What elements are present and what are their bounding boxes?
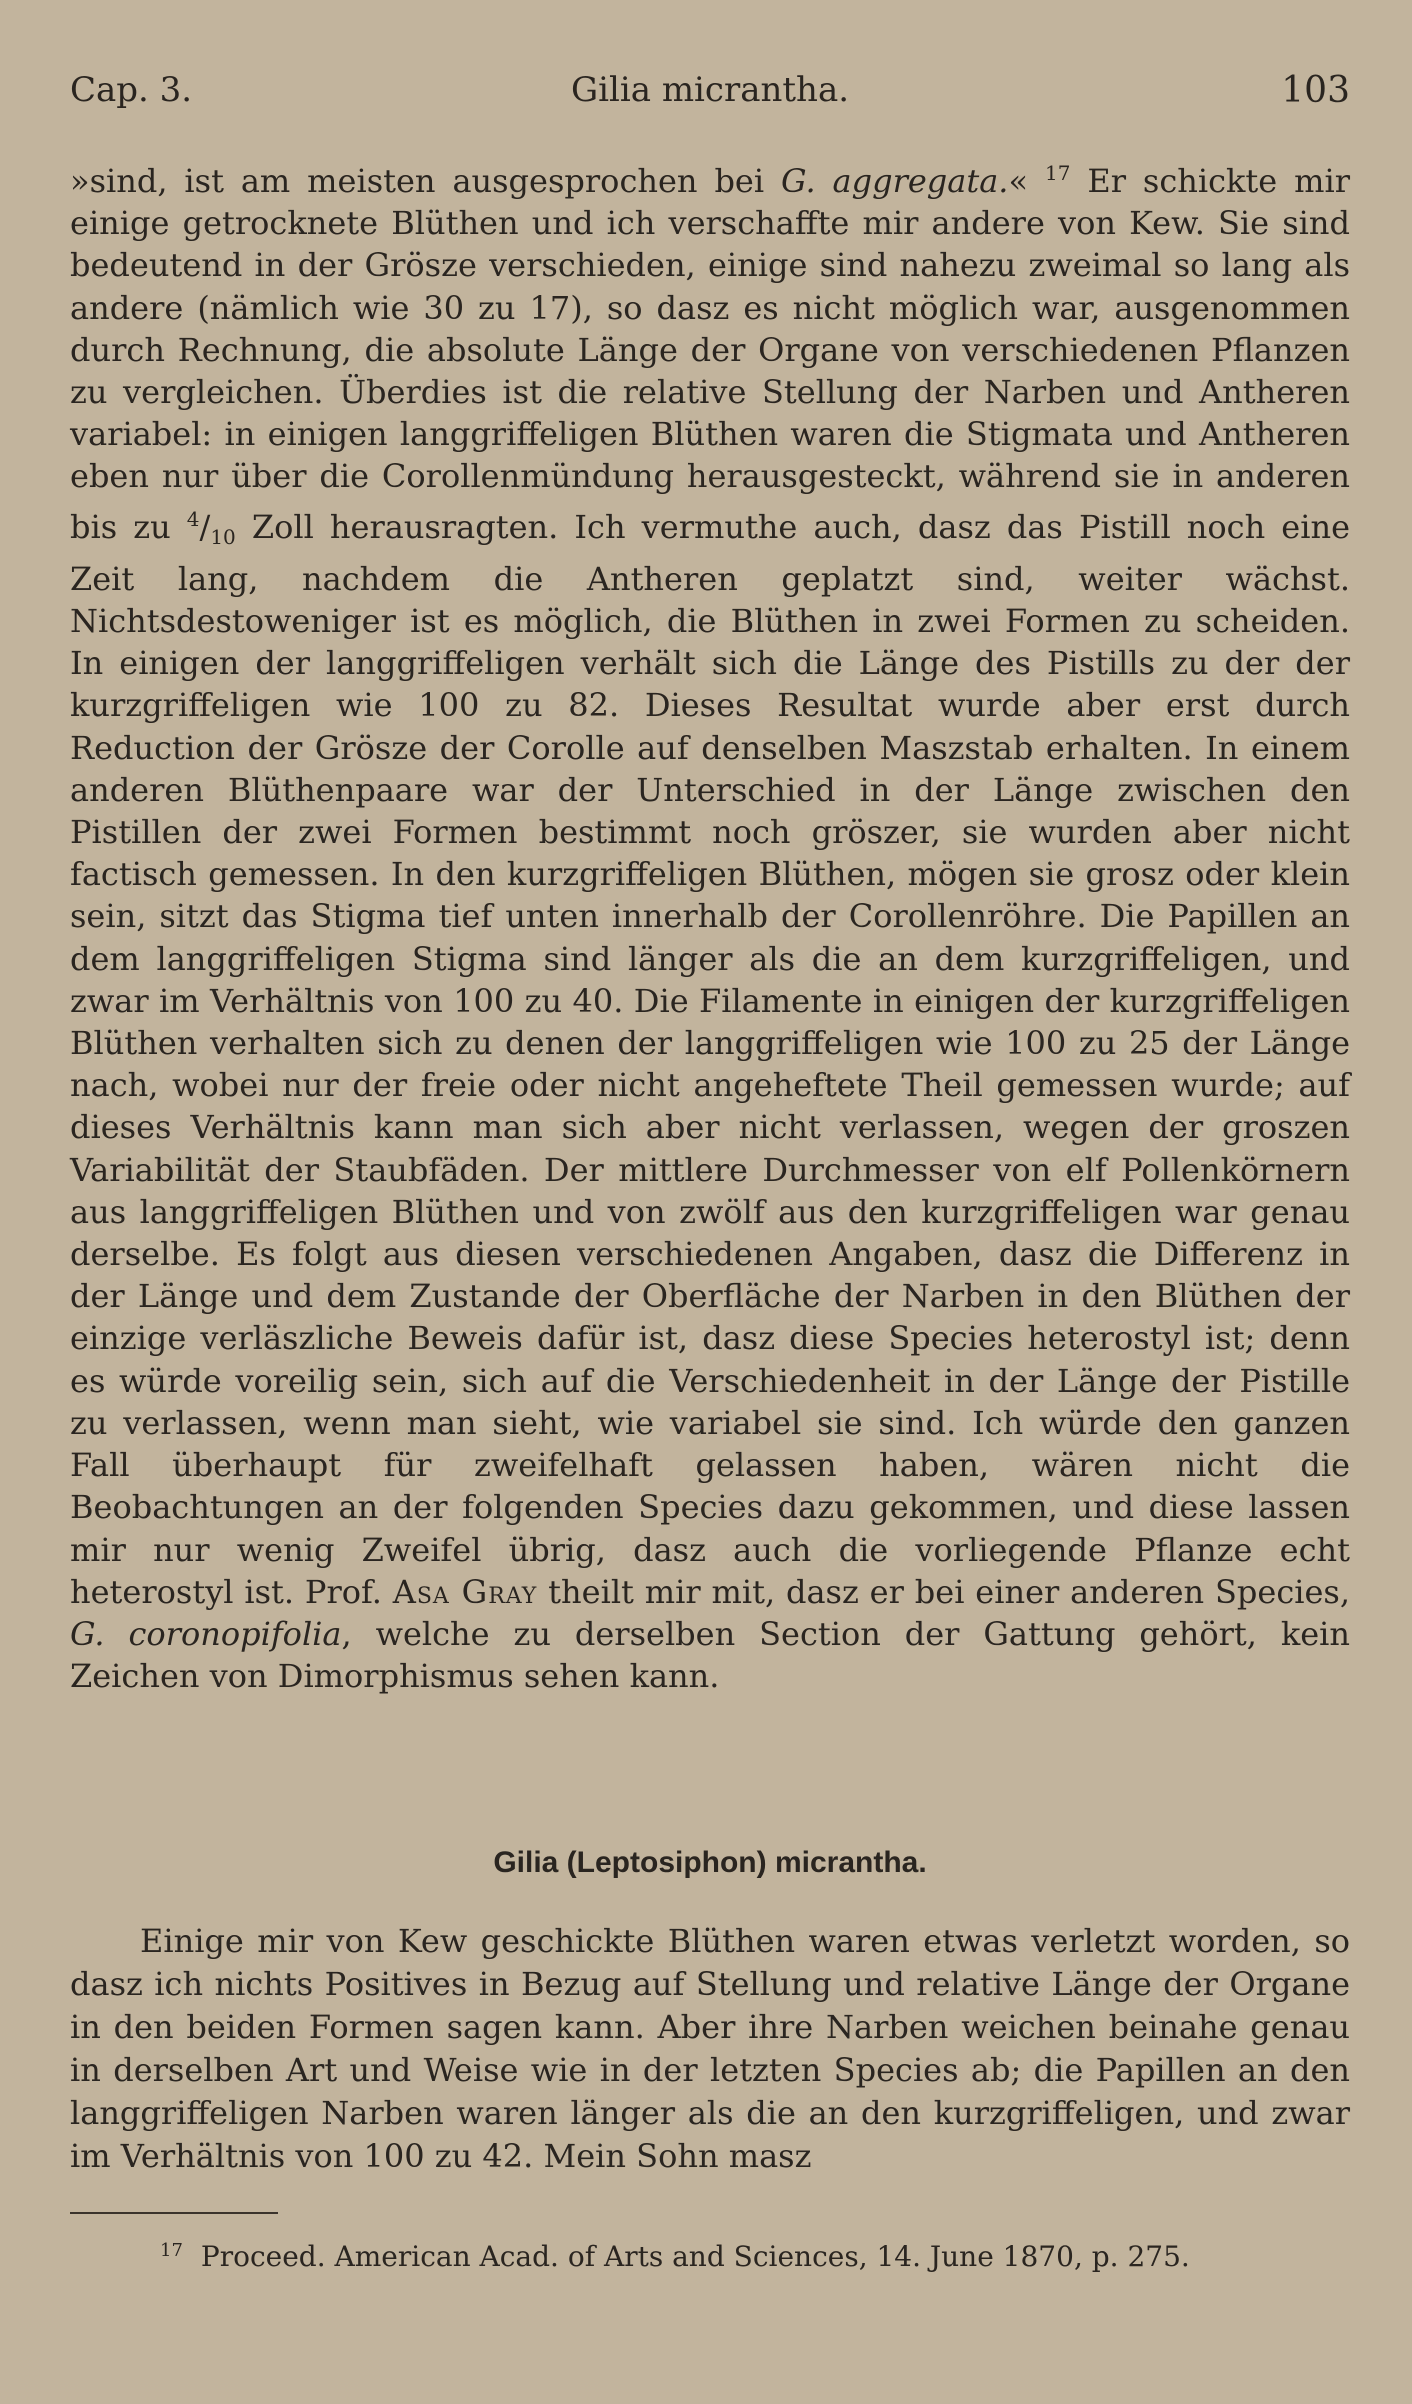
italic-species-name: G. coronopifolia: [70, 1614, 342, 1653]
fraction-separator: /: [199, 507, 211, 546]
text-run: «: [1008, 162, 1045, 200]
running-title: Gilia micrantha.: [570, 70, 850, 110]
running-header: [70, 70, 1350, 120]
text-run: , welche zu derselben Section der Gattung gehört, kein Zeichen von Dimorphismus sehen kann.: [70, 1614, 1351, 1696]
footnote-divider: [70, 2212, 278, 2214]
footnote: [160, 2240, 1190, 2273]
author-name: Asa Gray: [392, 1572, 538, 1611]
text-run: theilt mir mit, dasz er bei einer anderen Species,: [537, 1572, 1350, 1611]
fraction-numerator: 4: [186, 506, 200, 531]
section-heading: Gilia (Leptosiphon) micrantha.: [493, 1846, 927, 1879]
paragraph-text: Einige mir von Kew geschickte Blüthen waren etwas verletzt worden, so dasz ich nichts Positives in Bezug auf Stellung und relative Länge der Organe in den beiden Formen sagen kann. Aber ihre Narben weichen beinahe genau in derselben Art und Weise wie in der letzten Species ab; die Papillen an den langgriffeligen Narben waren länger als die an den kurzgriffeligen, und zwar im Verhältnis von 100 zu 42. Mein Sohn masz: [70, 1922, 1350, 2175]
main-paragraph: [70, 152, 1350, 1697]
chapter-label: Cap. 3.: [70, 70, 193, 110]
footnote-reference: 17: [1044, 161, 1071, 185]
text-run: Er schickte mir einige getrocknete Blüthen und ich verschaffte mir andere von Kew. Sie sind bedeutend in der Grösze verschieden, einige sind nahezu zweimal so lang als andere (nämlich wie 30 zu 17), so dasz es nicht möglich war, ausgenommen durch Rechnung, die absolute Länge der Organe von verschiedenen Pflanzen zu vergleichen. Überdies ist die relative Stellung der Narben und Antheren variabel: in einigen langgriffeligen Blüthen waren die Stigmata und Antheren eben nur über die Corollenmündung herausgesteckt, während sie in anderen bis zu: [70, 162, 1351, 546]
fraction: [186, 506, 236, 549]
footnote-text: Proceed. American Acad. of Arts and Sciences, 14. June 1870, p. 275.: [200, 2240, 1190, 2273]
footnote-marker: 17: [160, 2240, 183, 2261]
paragraph-text: [70, 152, 1350, 1697]
text-run: Zoll herausragten. Ich vermuthe auch, dasz das Pistill noch eine Zeit lang, nachdem die Antheren geplatzt sind, weiter wächst. Nichtsdestoweniger ist es möglich, die Blüthen in zwei Formen zu scheiden. In einigen der langgriffeligen verhält sich die Länge des Pistills zu der der kurzgriffeligen wie 100 zu 82. Dieses Resultat wurde aber erst durch Reduction der Grösze der Corolle auf denselben Maszstab erhalten. In einem anderen Blüthenpaare war der Unterschied in der Länge zwischen den Pistillen der zwei Formen bestimmt noch gröszer, sie wurden aber nicht factisch gemessen. In den kurzgriffeligen Blüthen, mögen sie grosz oder klein sein, sitzt das Stigma tief unten innerhalb der Corollenröhre. Die Papillen an dem langgriffeligen Stigma sind länger als die an dem kurzgriffeligen, und zwar im Verhältnis von 100 zu 40. Die Filamente in einigen der kurzgriffeligen Blüthen verhalten sich zu denen der langgriffeligen wie 100 zu 25 der Länge nach, wobei nur der freie oder nicht angeheftete Theil gemessen wurde; auf dieses Verhältnis kann man sich aber nicht verlassen, wegen der groszen Variabilität der Staubfäden. Der mittlere Durchmesser von elf Pollenkörnern aus langgriffeligen Blüthen und von zwölf aus den kurzgriffeligen war genau derselbe. Es folgt aus diesen verschiedenen Angaben, dasz die Differenz in der Länge und dem Zustande der Oberfläche der Narben in den Blüthen der einzige verläszliche Beweis dafür ist, dasz diese Species heterostyl ist; denn es würde voreilig sein, sich auf die Verschiedenheit in der Länge der Pistille zu verlassen, wenn man sieht, wie variabel sie sind. Ich würde den ganzen Fall überhaupt für zweifelhaft gelassen haben, wären nicht die Beobachtungen an der folgenden Species dazu gekommen, und diese lassen mir nur wenig Zweifel übrig, dasz auch die vorliegende Pflanze echt heterostyl ist. Prof.: [70, 507, 1350, 1611]
text-run: »sind, ist am meisten ausgesprochen bei: [70, 162, 782, 200]
page-number: 103: [1281, 70, 1350, 111]
italic-species-name: G. aggregata.: [781, 162, 1009, 200]
fraction-denominator: 10: [210, 524, 236, 549]
section-paragraph: [70, 1920, 1350, 2178]
